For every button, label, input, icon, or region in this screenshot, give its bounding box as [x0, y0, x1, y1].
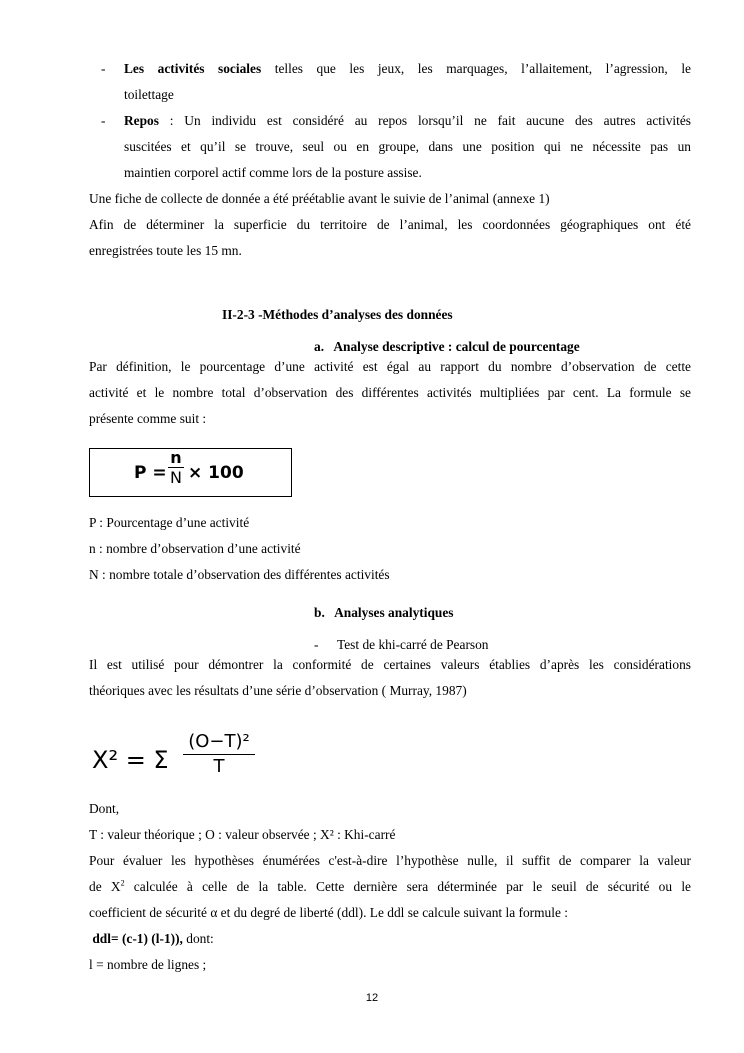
khi-description-1: Il est utilisé pour démontrer la conformité de certaines valeurs établies d’après les considérations: [89, 657, 691, 672]
legend-n: n : nombre d’observation d’une activité: [89, 541, 301, 556]
ddl-formula: ddl= (c-1) (l-1)),: [89, 931, 183, 946]
test-khi-carre-title: Test de khi-carré de Pearson: [337, 637, 489, 652]
lignes-definition: l = nombre de lignes ;: [89, 957, 207, 972]
evaluation-x-exponent: 2: [120, 878, 125, 888]
formula-chi-fraction: [183, 730, 255, 779]
bullet-repos-line3: maintien corporel actif comme lors de la posture assise.: [124, 165, 422, 180]
khi-description-2: théoriques avec les résultats d’une série d’observation ( Murray, 1987): [89, 683, 467, 698]
bullet-repos-line2: suscitées et qu’il se trouve, seul ou en groupe, dans une position qui ne nécessite pas un: [124, 139, 691, 154]
legend-p: P : Pourcentage d’une activité: [89, 515, 250, 530]
formula-chi-numerator: (O−T)²: [188, 731, 250, 752]
evaluation-x-text: de X: [89, 879, 121, 894]
paragraph-superficie-1: Afin de déterminer la superficie du territoire de l’animal, les coordonnées géographiques ont été: [89, 217, 691, 232]
formula-p-fraction: [168, 449, 184, 488]
definition-line-3: présente comme suit :: [89, 411, 207, 426]
definition-line-2: activité et le nombre total d’observation des différentes activités multipliées par cent. La formule se: [89, 385, 691, 400]
bullet-dash: -: [101, 61, 106, 76]
bullet-dash: -: [314, 637, 319, 652]
evaluation-line-3: coefficient de sécurité α et du degré de liberté (ddl). Le ddl se calcule suivant la formule :: [89, 905, 568, 920]
formula-chi-lhs: X² = Σ: [92, 746, 169, 774]
subsection-b-title: b. Analyses analytiques: [314, 605, 454, 620]
bullet-social-cont: toilettage: [124, 87, 174, 102]
formula-p-lhs: P =: [134, 463, 167, 483]
chi-legend: T : valeur théorique ; O : valeur observée ; X² : Khi-carré: [89, 827, 396, 842]
evaluation-line-2: [89, 874, 691, 900]
paragraph-fiche: Une fiche de collecte de donnée a été préétablie avant le suivie de l’animal (annexe 1): [89, 191, 550, 206]
bullet-social-term: Les activités sociales: [124, 61, 262, 76]
formula-p-numerator: n: [170, 448, 182, 467]
bullet-repos-term: Repos: [124, 113, 159, 128]
ddl-formula-line: [89, 926, 691, 952]
bullet-dash: -: [101, 113, 106, 128]
definition-line-1: Par définition, le pourcentage d’une activité est égal au rapport du nombre d’observation de cette: [89, 359, 691, 374]
formula-p-denominator: N: [170, 468, 182, 487]
subsection-a-title: a. Analyse descriptive : calcul de pourcentage: [314, 339, 580, 354]
bullet-social: [124, 56, 691, 82]
dont-label: Dont,: [89, 801, 120, 816]
formula-chi-denominator: T: [213, 756, 225, 777]
section-title: II-2-3 -Méthodes d’analyses des données: [222, 307, 453, 322]
formula-p-rhs: × 100: [188, 463, 244, 483]
bullet-repos-text: : Un individu est considéré au repos lorsqu’il ne fait aucune des autres activités: [158, 113, 691, 128]
bullet-repos: [124, 108, 691, 134]
bullet-social-text: telles que les jeux, les marquages, l’allaitement, l’agression, le: [261, 61, 691, 76]
ddl-formula-rest: dont:: [182, 931, 214, 946]
evaluation-line-1: Pour évaluer les hypothèses énumérées c'est-à-dire l’hypothèse nulle, il suffit de comparer la valeur: [89, 853, 691, 868]
legend-N: N : nombre totale d’observation des différentes activités: [89, 567, 390, 582]
evaluation-line-2-rest: calculée à celle de la table. Cette dernière sera déterminée par le seuil de sécurité ou le: [124, 879, 691, 894]
page-number: 12: [365, 992, 379, 1004]
paragraph-superficie-2: enregistrées toute les 15 mn.: [89, 243, 242, 258]
